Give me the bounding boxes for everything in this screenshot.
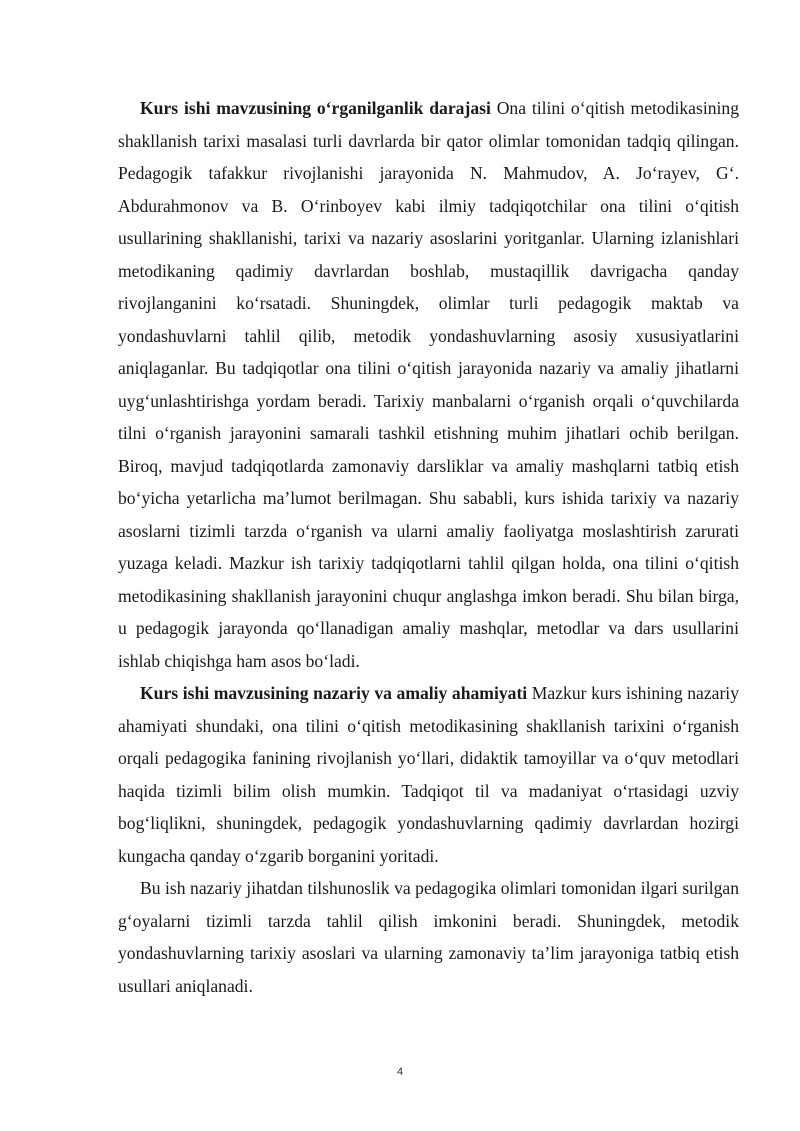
paragraph-theoretical (118, 872, 739, 1002)
paragraph-text: Mazkur kurs ishining nazariy ahamiyati shundaki, ona tilini o‘qitish metodikasining shakllanish tarixini o‘rganish orqali pedagogika fanining rivojlanish yo‘llari, didaktik tamoyillar va o‘quv metodlari haqida tizimli bilim olish mumkin. Tadqiqot til va madaniyat o‘rtasidagi uzviy bog‘liqlikni, shuningdek, pedagogik yondashuvlarning qadimiy davrlardan hozirgi kungacha qanday o‘zgarib borganini yoritadi. (118, 683, 739, 866)
document-body (118, 92, 739, 1002)
paragraph-significance (118, 677, 739, 872)
paragraph-research-level (118, 92, 739, 677)
paragraph-heading: Kurs ishi mavzusining o‘rganilganlik darajasi (140, 98, 491, 118)
paragraph-text: Bu ish nazariy jihatdan tilshunoslik va pedagogika olimlari tomonidan ilgari surilgan g‘oyalarni tizimli tarzda tahlil qilish imkonini beradi. Shuningdek, metodik yondashuvlarning tarixiy asoslari va ularning zamonaviy ta’lim jarayoniga tatbiq etish usullari aniqlanadi. (118, 878, 739, 996)
paragraph-heading: Kurs ishi mavzusining nazariy va amaliy ahamiyati (140, 683, 528, 703)
page-number: 4 (396, 1066, 404, 1078)
paragraph-text: Ona tilini o‘qitish metodikasining shakllanish tarixi masalasi turli davrlarda bir qator olimlar tomonidan tadqiq qilingan. Pedagogik tafakkur rivojlanishi jarayonida N. Mahmudov, A. Jo‘rayev, G‘. Abdurahmonov va B. O‘rinboyev kabi ilmiy tadqiqotchilar ona tilini o‘qitish usullarining shakllanishi, tarixi va nazariy asoslarini yoritganlar. Ularning izlanishlari metodikaning qadimiy davrlardan boshlab, mustaqillik davrigacha qanday rivojlanganini ko‘rsatadi. Shuningdek, olimlar turli pedagogik maktab va yondashuvlarni tahlil qilib, metodik yondashuvlarning asosiy xususiyatlarini aniqlaganlar. Bu tadqiqotlar ona tilini o‘qitish jarayonida nazariy va amaliy jihatlarni uyg‘unlashtirishga yordam beradi. Tarixiy manbalarni o‘rganish orqali o‘quvchilarda tilni o‘rganish jarayonini samarali tashkil etishning muhim jihatlari ochib berilgan. Biroq, mavjud tadqiqotlarda zamonaviy darsliklar va amaliy mashqlarni tatbiq etish bo‘yicha yetarlicha ma’lumot berilmagan. Shu sababli, kurs ishida tarixiy va nazariy asoslarni tizimli tarzda o‘rganish va ularni amaliy faoliyatga moslashtirish zarurati yuzaga keladi. Mazkur ish tarixiy tadqiqotlarni tahlil qilgan holda, ona tilini o‘qitish metodikasining shakllanish jarayonini chuqur anglashga imkon beradi. Shu bilan birga, u pedagogik jarayonda qo‘llanadigan amaliy mashqlar, metodlar va dars usullarini ishlab chiqishga ham asos bo‘ladi. (118, 98, 739, 671)
